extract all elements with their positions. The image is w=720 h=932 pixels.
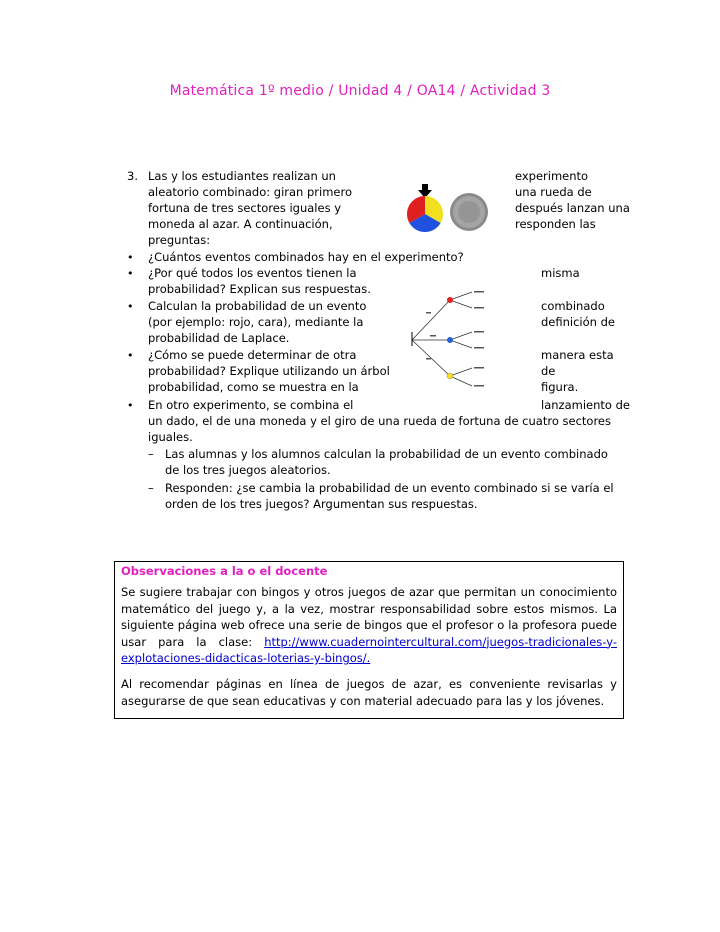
- item3-line2-left: aleatorio combinado: giran primero: [148, 185, 353, 199]
- item3-line4-right: responden las: [515, 217, 596, 231]
- bullet4-line3-right: figura.: [541, 380, 579, 394]
- bullet5-line1-left: En otro experimento, se combina el: [148, 398, 354, 412]
- item3-line2-right: una rueda de: [515, 185, 592, 199]
- item3-line3-right: después lanzan una: [515, 201, 630, 215]
- bullet5-line2: un dado, el de una moneda y el giro de una rueda de fortuna de cuatro sectores: [148, 414, 611, 428]
- bullet3-line2-left: (por ejemplo: rojo, cara), mediante la: [148, 315, 364, 329]
- item3-line5: preguntas:: [148, 233, 211, 247]
- bullet3-line3: probabilidad de Laplace.: [148, 331, 290, 345]
- sub2-line2: orden de los tres juegos? Argumentan sus respuestas.: [165, 497, 478, 511]
- bullet-icon: •: [127, 267, 134, 280]
- bullet-icon: •: [127, 300, 134, 313]
- bullet4-line1-left: ¿Cómo se puede determinar de otra: [148, 348, 357, 362]
- sub2-line1: Responden: ¿se cambia la probabilidad de un evento combinado si se varía el: [165, 481, 614, 495]
- observations-paragraph-2: Al recomendar páginas en línea de juegos de azar, es conveniente revisarlas y asegurarse de que sean educativas y con material adecuado para las y los jóvenes.: [121, 677, 617, 708]
- bullet4-line1-right: manera esta: [541, 348, 614, 362]
- item3-line4-left: moneda al azar. A continuación,: [148, 217, 333, 231]
- bullet4-line2-right: de: [541, 364, 556, 378]
- bullet2-line2: probabilidad? Explican sus respuestas.: [148, 282, 371, 296]
- observations-box: [114, 561, 624, 719]
- bullet-icon: •: [127, 251, 134, 264]
- bullet2-line1-left: ¿Por qué todos los eventos tienen la: [148, 266, 357, 280]
- tree-node-blue: [447, 337, 453, 343]
- bullet5-line1-right: lanzamiento de: [541, 398, 630, 412]
- observations-p1-text: Se sugiere trabajar con bingos y otros juegos de azar que permitan un conocimiento matemático del juego y, a la vez, mostrar responsabilidad sobre estos mismos. La siguiente página web ofrece una serie de bingos que el profesor o la profesora puede usar para la clase:: [121, 585, 617, 649]
- item-number: 3.: [127, 169, 138, 183]
- dash-icon: –: [148, 447, 154, 461]
- observations-paragraph-1: [121, 584, 617, 667]
- arrow-down-icon: [418, 184, 432, 198]
- coin: [450, 193, 488, 231]
- bullet4-line2-left: probabilidad? Explique utilizando un árbol: [148, 364, 390, 378]
- bullet-icon: •: [127, 399, 134, 412]
- tree-node-yellow: [447, 373, 453, 379]
- tree-node-red: [447, 297, 453, 303]
- sub1-line2: de los tres juegos aleatorios.: [165, 463, 331, 477]
- fortune-wheel: [407, 196, 443, 232]
- dash-icon: –: [148, 481, 154, 495]
- bullet4-line3-left: probabilidad, como se muestra en la: [148, 380, 359, 394]
- cuaderno-intercultural-link[interactable]: http://www.cuadernointercultural.com/juegos-tradicionales-y-explotaciones-didacticas-loterias-y-bingos/.: [121, 634, 617, 665]
- bullet3-line1-left: Calculan la probabilidad de un evento: [148, 299, 367, 313]
- bullet5-line3: iguales.: [148, 430, 193, 444]
- item3-line1-right: experimento: [515, 169, 589, 183]
- bullet-icon: •: [127, 349, 134, 362]
- item3-line1-left: Las y los estudiantes realizan un: [148, 169, 336, 183]
- wheel-and-coin-image: [402, 182, 498, 232]
- probability-tree-diagram: [406, 282, 490, 394]
- observations-title: Observaciones a la o el docente: [121, 564, 328, 578]
- item3-line3-left: fortuna de tres sectores iguales y: [148, 201, 342, 215]
- bullet3-line1-right: combinado: [541, 299, 605, 313]
- sub1-line1: Las alumnas y los alumnos calculan la probabilidad de un evento combinado: [165, 447, 608, 461]
- bullet3-line2-right: definición de: [541, 315, 615, 329]
- bullet2-line1-right: misma: [541, 266, 580, 280]
- page-title: Matemática 1º medio / Unidad 4 / OA14 / Actividad 3: [169, 83, 551, 99]
- bullet1-text: ¿Cuántos eventos combinados hay en el experimento?: [148, 250, 464, 264]
